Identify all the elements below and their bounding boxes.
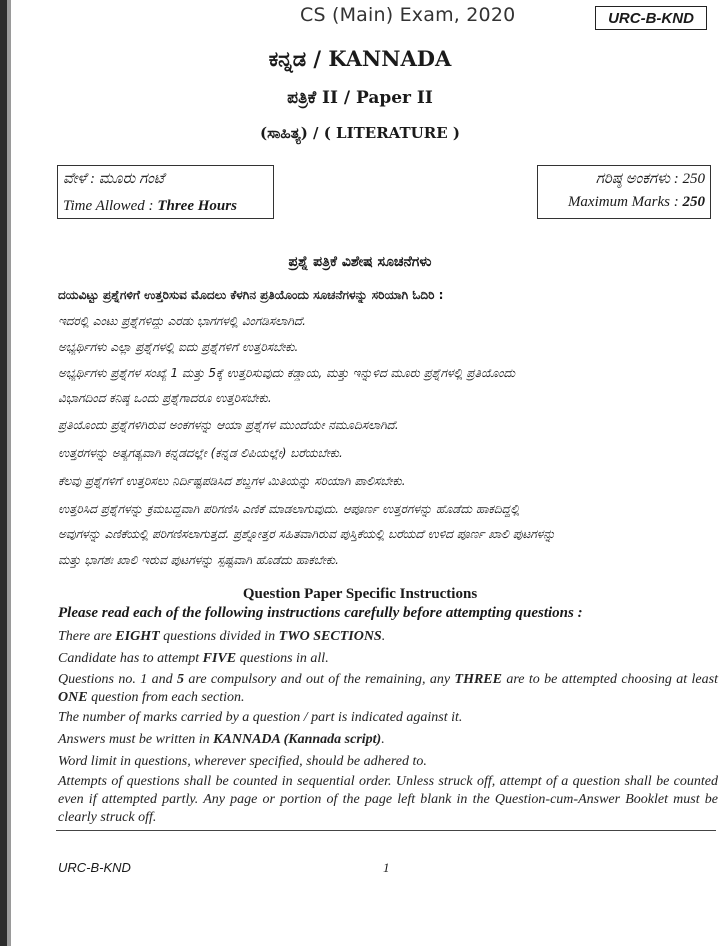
kannada-instruction-line: ಇದರಲ್ಲಿ ಎಂಟು ಪ್ರಶ್ನೆಗಳಿದ್ದು ಎರಡು ಭಾಗಗಳಲ್ಲಿ ವಿಂಗಡಿಸಲಾಗಿದೆ. [58, 314, 306, 328]
subject-paper: ಪತ್ರಿಕೆ II / Paper II [287, 88, 433, 108]
footer-divider [56, 830, 716, 831]
instruction-sequential-order: Attempts of questions shall be counted in sequential order. Unless struck off, attempt of a question shall be counted even if attempted partly. Any page or portion of the page left blank in the Question-cum-Answer Booklet must be clearly struck off. [58, 774, 718, 825]
footer-page-number: 1 [383, 860, 390, 875]
kannada-instruction-line: ಅಭ್ಯರ್ಥಿಗಳು ಎಲ್ಲಾ ಪ್ರಶ್ನೆಗಳಲ್ಲಿ ಐದು ಪ್ರಶ್ನೆಗಳಿಗೆ ಉತ್ತರಿಸಬೇಕು. [58, 340, 299, 354]
max-marks-kannada: ಗರಿಷ್ಠ ಅಂಕಗಳು : 250 [595, 171, 705, 187]
max-marks-label: Maximum Marks : [567, 194, 683, 210]
instruction-marks: The number of marks carried by a question / part is indicated against it. [58, 710, 463, 725]
instruction-answer-language: Answers must be written in KANNADA (Kannada script). [58, 732, 385, 747]
max-marks-english [568, 194, 705, 211]
max-marks-value: 250 [682, 194, 705, 210]
paper-code-box: URC-B-KND [595, 6, 707, 30]
kannada-instruction-line: ಅವುಗಳನ್ನು ಎಣಿಕೆಯಲ್ಲಿ ಪರಿಗಣಿಸಲಾಗುತ್ತದೆ. ಪ್ರಶ್ನೋತ್ತರ ಸಹಿತವಾಗಿರುವ ಪುಸ್ತಿಕೆಯಲ್ಲಿ ಬರೆಯದೆ ಉಳಿದ ಪೂರ್ಣ ಖಾಲಿ ಪುಟಗಳನ್ನು [58, 527, 556, 541]
kannada-instruction-line: ಕೆಲವು ಪ್ರಶ್ನೆಗಳಿಗೆ ಉತ್ತರಿಸಲು ನಿರ್ದಿಷ್ಟಪಡಿಸಿದ ಶಬ್ದಗಳ ಮಿತಿಯನ್ನು ಸರಿಯಾಗಿ ಪಾಲಿಸಬೇಕು. [58, 474, 406, 488]
max-marks-box [537, 165, 711, 219]
time-allowed-kannada: ವೇಳೆ : ಮೂರು ಗಂಟೆ [63, 171, 165, 187]
time-allowed-label: Time Allowed : [63, 198, 158, 214]
footer-paper-code: URC-B-KND [58, 860, 131, 875]
instruction-attempt-count: Candidate has to attempt FIVE questions in all. [58, 651, 329, 666]
kannada-instruction-line: ಪ್ರತಿಯೊಂದು ಪ್ರಶ್ನೆಗಳಿಗಿರುವ ಅಂಕಗಳನ್ನು ಆಯಾ ಪ್ರಶ್ನೆಗಳ ಮುಂದೆಯೇ ನಮೂದಿಸಲಾಗಿದೆ. [58, 418, 399, 432]
kannada-instruction-line: ಅಭ್ಯರ್ಥಿಗಳು ಪ್ರಶ್ನೆಗಳ ಸಂಖ್ಯೆ 1 ಮತ್ತು 5ಕ್ಕೆ ಉತ್ತರಿಸುವುದು ಕಡ್ಡಾಯ, ಮತ್ತು ಇನ್ನುಳಿದ ಮೂರು ಪ್ರಶ್ನೆಗಳಲ್ಲಿ ಪ್ರತಿಯೊಂದು [58, 366, 516, 380]
exam-title: CS (Main) Exam, 2020 [300, 4, 516, 26]
kannada-instruction-line: ಉತ್ತರಿಸಿದ ಪ್ರಶ್ನೆಗಳನ್ನು ಕ್ರಮಬದ್ಧವಾಗಿ ಪರಿಗಣಿಸಿ ಎಣಿಕೆ ಮಾಡಲಾಗುವುದು. ಆಪೂರ್ಣ ಉತ್ತರಗಳನ್ನು ಹೊಡೆದು ಹಾಕದಿದ್ದಲ್ಲಿ [58, 502, 520, 516]
kannada-instructions-heading: ಪ್ರಶ್ನೆ ಪತ್ರಿಕೆ ವಿಶೇಷ ಸೂಚನೆಗಳು [288, 254, 432, 270]
kannada-instruction-line: ಉತ್ತರಗಳನ್ನು ಅತ್ಯಗತ್ಯವಾಗಿ ಕನ್ನಡದಲ್ಲೇ (ಕನ್ನಡ ಲಿಪಿಯಲ್ಲೇ) ಬರೆಯಬೇಕು. [58, 446, 343, 460]
kannada-instruction-line: ಮತ್ತು ಭಾಗಶಃ ಖಾಲಿ ಇರುವ ಪುಟಗಳನ್ನು ಸ್ಪಷ್ಟವಾಗಿ ಹೊಡೆದು ಹಾಕಬೇಕು. [58, 553, 339, 567]
time-allowed-english [63, 198, 237, 215]
instruction-compulsory: Questions no. 1 and 5 are compulsory and out of the remaining, any THREE are to be attempted choosing at least ONE question from each section. [58, 672, 718, 705]
instruction-sections: There are EIGHT questions divided in TWO SECTIONS. [58, 629, 386, 644]
instruction-word-limit: Word limit in questions, wherever specified, should be adhered to. [58, 754, 427, 769]
time-allowed-box [57, 165, 274, 219]
subject-language: ಕನ್ನಡ / KANNADA [268, 46, 452, 71]
english-instructions-intro: Please read each of the following instructions carefully before attempting questions : [58, 605, 583, 621]
kannada-instructions-intro: ದಯವಿಟ್ಟು ಪ್ರಶ್ನೆಗಳಿಗೆ ಉತ್ತರಿಸುವ ಮೊದಲು ಕೆಳಗಿನ ಪ್ರತಿಯೊಂದು ಸೂಚನೆಗಳನ್ನು ಸರಿಯಾಗಿ ಓದಿರಿ : [58, 288, 444, 302]
subject-section: (ಸಾಹಿತ್ಯ) / ( LITERATURE ) [260, 124, 460, 142]
kannada-instruction-line: ವಿಭಾಗದಿಂದ ಕನಿಷ್ಠ ಒಂದು ಪ್ರಶ್ನೆಗಾದರೂ ಉತ್ತರಿಸಬೇಕು. [58, 391, 272, 405]
english-instructions-heading: Question Paper Specific Instructions [242, 586, 478, 602]
time-allowed-value: Three Hours [157, 198, 237, 214]
